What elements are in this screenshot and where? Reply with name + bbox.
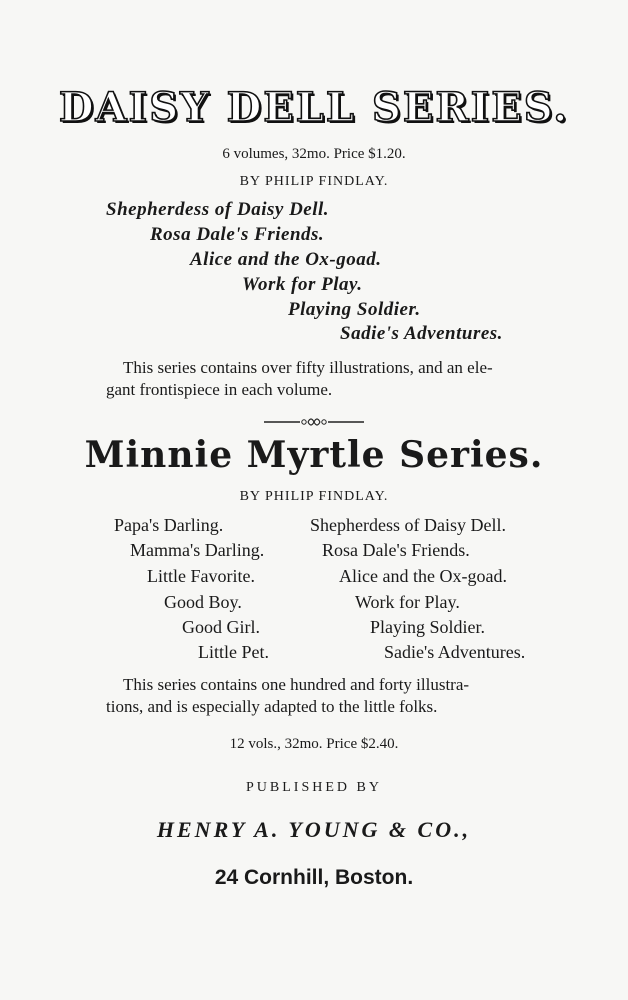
daisy-title-item: Rosa Dale's Friends. <box>150 224 325 245</box>
minnie-right-title: Playing Soldier. <box>370 617 486 637</box>
minnie-left-title: Good Girl. <box>182 617 260 637</box>
minnie-right-title: Alice and the Ox-goad. <box>339 566 507 586</box>
minnie-left-title: Mamma's Darling. <box>130 540 265 560</box>
minnie-series-title: Minnie Myrtle Series. <box>84 434 544 476</box>
daisy-description-line: gant frontispiece in each volume. <box>106 380 333 399</box>
daisy-title-item: Shepherdess of Daisy Dell. <box>106 199 330 220</box>
daisy-title-item: Playing Soldier. <box>288 299 421 320</box>
publisher-name: HENRY A. YOUNG & CO., <box>156 817 472 842</box>
minnie-right-title: Shepherdess of Daisy Dell. <box>310 515 506 535</box>
publisher-address: 24 Cornhill, Boston. <box>214 866 414 889</box>
minnie-volumes-price: 12 vols., 32mo. Price $2.40. <box>229 736 399 752</box>
minnie-description-line: This series contains one hundred and forty illustra- <box>123 675 470 694</box>
daisy-author: BY PHILIP FINDLAY. <box>239 174 389 189</box>
minnie-left-title: Good Boy. <box>164 592 242 612</box>
minnie-author: BY PHILIP FINDLAY. <box>239 489 389 504</box>
minnie-description-line: tions, and is especially adapted to the little folks. <box>106 697 438 716</box>
ornament-divider <box>264 413 364 431</box>
minnie-left-title: Papa's Darling. <box>114 515 224 535</box>
minnie-left-title: Little Favorite. <box>147 566 255 586</box>
minnie-right-title: Sadie's Adventures. <box>384 642 526 662</box>
minnie-right-title: Work for Play. <box>355 592 460 612</box>
daisy-series-title: DAISY DELL SERIES. <box>58 84 570 131</box>
daisy-volumes-price: 6 volumes, 32mo. Price $1.20. <box>222 146 406 162</box>
daisy-title-item: Work for Play. <box>242 274 363 295</box>
minnie-right-title: Rosa Dale's Friends. <box>322 540 470 560</box>
daisy-description-line: This series contains over fifty illustrations, and an ele- <box>123 358 493 377</box>
daisy-title-item: Sadie's Adventures. <box>340 323 503 344</box>
minnie-left-title: Little Pet. <box>198 642 269 662</box>
daisy-title-item: Alice and the Ox-goad. <box>190 249 382 270</box>
published-by: PUBLISHED BY <box>246 780 382 795</box>
